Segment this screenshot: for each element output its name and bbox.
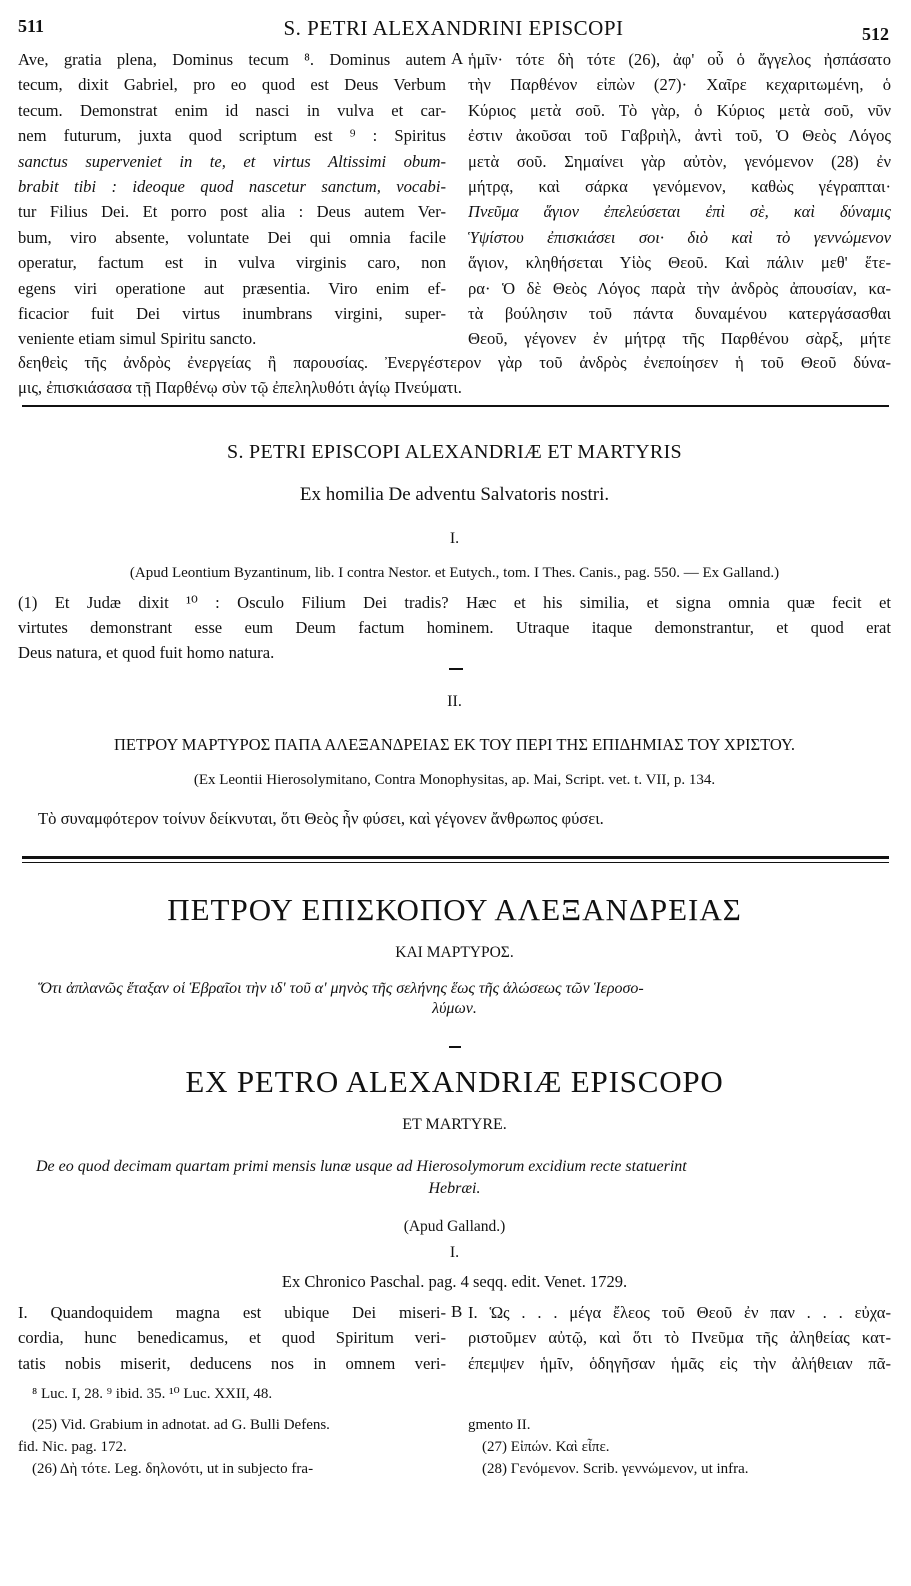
latin-line: Ave, gratia plena, Dominus tecum ⁸. Dominus autem <box>18 50 446 69</box>
scripture-references <box>32 1383 891 1405</box>
latin-line: nem futurum, juxta quod scriptum est ⁹ : Spiritus <box>18 126 446 146</box>
footnote-line: (26) Δὴ τότε. Leg. δηλονότι, ut in subjecto fra- <box>32 1461 314 1477</box>
footnote-line: gmento II. <box>468 1417 531 1433</box>
scripture-references-line: ⁸ Luc. I, 28. ⁹ ibid. 35. ¹⁰ Luc. XXII, 48. <box>32 1386 273 1402</box>
section1-body-line: Deus natura, et quod fuit homo natura. <box>18 643 275 662</box>
page-number-left: 511 <box>18 16 45 36</box>
bottom-greek-line: ριστοῦμεν αὐτῷ, καὶ ὅτι τὸ Πνεῦμα τῆς ἀληθείας κατ- <box>468 1328 891 1348</box>
footnotes-block <box>18 1414 891 1494</box>
greek-full-width-block <box>18 350 891 400</box>
section2-latin-desc-1: De eo quod decimam quartam primi mensis lunæ usque ad Hierosolymorum excidium recte statuerint <box>36 1158 687 1175</box>
running-title: S. PETRI ALEXANDRINI EPISCOPI <box>283 16 624 40</box>
double-rule-bottom <box>22 862 889 863</box>
section2-latin-sub: ET MARTYRE. <box>402 1116 507 1133</box>
greek-full-line: μις, ἐπισκιάσασα τῇ Παρθένῳ σὺν τῷ ἐπεληλυθότι ἁγίῳ Πνεύματι. <box>18 378 462 397</box>
running-head <box>18 14 889 44</box>
section2-greek-desc-2: λύμων. <box>432 1000 477 1017</box>
greek-line: μήτρᾳ, καὶ σάρκα γενόμενον, καθὼς γέγραπται· <box>468 176 891 196</box>
page-number-right: 512 <box>862 24 889 44</box>
footnote-line: (28) Γενόμενον. Scrib. γεννώμενον, ut infra. <box>482 1461 749 1477</box>
margin-letter-a: A <box>451 49 464 68</box>
latin-line: ficacior fuit Dei virtus inumbrans virgini, super- <box>18 303 446 323</box>
section1-numeral-2: II. <box>447 693 462 710</box>
greek-line: ἐστιν ἀκοῦσαι τοῦ Γαβριὴλ, ἀντὶ τοῦ, Ὁ Θεὸς Λόγος <box>468 126 891 146</box>
footnote-line: (25) Vid. Grabium in adnotat. ad G. Bulli Defens. <box>32 1417 330 1433</box>
double-rule-top <box>22 856 889 859</box>
latin-line: veniente etiam simul Spiritu sancto. <box>18 329 257 349</box>
greek-line: ἡμῖν· τότε δὴ τότε (26), ἀφ' οὗ ὁ ἄγγελος ἠσπάσατο <box>468 50 891 69</box>
footnote-line: (27) Εἰπών. Καὶ εἶπε. <box>482 1439 610 1455</box>
section1-greek-body <box>18 806 891 831</box>
section1-body-line: virtutes demonstrant esse eum Deum factum hominem. Utraque itaque demonstrantur, et quod erat <box>18 618 891 637</box>
latin-line: sanctus superveniet in te, et virtus Altissimi obum- <box>18 151 446 171</box>
section2-latin-desc-2: Hebræi. <box>428 1180 481 1197</box>
section1-subtitle: Ex homilia De adventu Salvatoris nostri. <box>299 484 610 505</box>
section1-body-line: (1) Et Judæ dixit ¹⁰ : Osculo Filium Dei tradis? Hæc et his similia, et signa omnia quæ fecit et <box>18 593 891 612</box>
bottom-latin-line: tatis nobis miserit, deducens nos in omnem veri- <box>18 1353 446 1373</box>
greek-line: μετὰ σοῦ. Σημαίνει γὰρ αὐτὸν, γενόμενον (28) ἐν <box>468 151 891 171</box>
section1-source-2: (Ex Leontii Hierosolymitano, Contra Monophysitas, ap. Mai, Script. vet. t. VII, p. 134. <box>193 772 716 788</box>
latin-line: egens viri operatione aut præsentia. Viro enim ef- <box>18 278 446 298</box>
separator-dash-2 <box>449 1046 461 1048</box>
latin-line: bum, viro absente, voluntate Dei qui omnia facile <box>18 227 446 247</box>
section2-greek-title: ΠΕΤΡΟΥ ΕΠΙΣΚΟΠΟΥ ΑΛΕΞΑΝΔΡΕΙΑΣ <box>167 892 742 927</box>
section1-greek-title: ΠΕΤΡΟΥ ΜΑΡΤΥΡΟΣ ΠΑΠΑ ΑΛΕΞΑΝΔΡΕΙΑΣ ΕΚ ΤΟΥ ΠΕΡΙ ΤΗΣ ΕΠΙΔΗΜΙΑΣ ΤΟΥ ΧΡΙΣΤΟΥ. <box>114 735 795 754</box>
bottom-latin-line: cordia, hunc benedicamus, et quod Spiritum veri- <box>18 1328 446 1348</box>
latin-column <box>18 47 446 352</box>
section2-greek-sub: ΚΑΙ ΜΑΡΤΥΡΟΣ. <box>395 944 514 961</box>
bottom-greek-line: I. Ὡς . . . μέγα ἔλεος τοῦ Θεοῦ ἐν παν . . . εὐχα- <box>468 1303 891 1322</box>
section1-title: S. PETRI EPISCOPI ALEXANDRIÆ ET MARTYRIS <box>227 441 682 463</box>
footnotes-right <box>468 1414 891 1480</box>
greek-column <box>468 47 891 352</box>
footnote-line: fid. Nic. pag. 172. <box>18 1439 127 1455</box>
section2-numeral: I. <box>449 1244 460 1261</box>
latin-line: tur Filius Dei. Et porro post alia : Deus autem Ver- <box>18 202 446 222</box>
section2-chronicon: Ex Chronico Paschal. pag. 4 seqq. edit. Venet. 1729. <box>281 1272 628 1291</box>
top-two-column-block <box>18 47 891 357</box>
section2-apud: (Apud Galland.) <box>403 1218 506 1235</box>
greek-full-line: δεηθεὶς τῆς ἀνδρὸς ἐνεργείας ἢ παρουσίας. Ἐνεργέστερον γὰρ τοῦ ἀνδρὸς ἐνεποίησεν ἡ τοῦ Θεοῦ δύνα- <box>18 353 891 372</box>
latin-line: tecum. Demonstrat enim id nasci in vulva et car- <box>18 100 446 120</box>
footnotes-left <box>18 1414 446 1480</box>
section1-body <box>18 590 891 665</box>
section1-greek-body-line: Τὸ συναμφότερον τοίνυν δείκνυται, ὅτι Θεὸς ἦν φύσει, καὶ γέγονεν ἄνθρωπος φύσει. <box>38 809 604 828</box>
bottom-latin-line: I. Quandoquidem magna est ubique Dei miseri- <box>18 1303 446 1322</box>
greek-line: ἅγιον, κληθήσεται Υἱὸς Θεοῦ. Καὶ πάλιν μεθ' ἕτε- <box>468 253 891 273</box>
separator-dash <box>449 668 463 670</box>
latin-line: operatur, factum est in vulva virginis caro, non <box>18 253 446 273</box>
greek-line: Πνεῦμα ἅγιον ἐπελεύσεται ἐπὶ σὲ, καὶ δύναμις <box>468 202 891 222</box>
greek-line: τὴν Παρθένον εἰπὼν (27)· Χαῖρε κεχαριτωμένη, ὁ <box>468 75 891 95</box>
latin-line: tecum, dixit Gabriel, pro eo quod est Deus Verbum <box>18 75 446 95</box>
bottom-two-column-block <box>18 1300 891 1380</box>
greek-line: τὰ βούλησιν τοῦ πάντα δυναμένου κατεργάσασθαι <box>468 303 891 323</box>
bottom-greek-line: έπεμψεν ἡμῖν, ὁδηγῆσαν ἡμᾶς εἰς τὴν ἀλήθειαν πᾶ- <box>468 1353 891 1373</box>
greek-line: ρα· Ὁ δὲ Θεὸς Λόγος παρὰ τὴν ἀνδρὸς ἀπουσίαν, κα- <box>468 278 891 298</box>
greek-line: Ὑψίστου ἐπισκιάσει σοι· διὸ καὶ τὸ γεννώμενον <box>468 227 891 247</box>
section2-latin-title: EX PETRO ALEXANDRIÆ EPISCOPO <box>185 1064 724 1099</box>
section-rule <box>22 405 889 407</box>
greek-line: Θεοῦ, γέγονεν ἐν μήτρᾳ τῆς Παρθένου σὰρξ, μήτε <box>468 329 891 349</box>
margin-letter-b: B <box>451 1302 463 1321</box>
greek-line: Κύριος μετὰ σοῦ. Τὸ γὰρ, ὁ Κύριος μετὰ σοῦ, νῦν <box>468 100 891 120</box>
latin-line: brabit tibi : ideoque quod nascetur sanctum, vocabi- <box>18 176 446 196</box>
bottom-greek-column <box>468 1300 891 1376</box>
bottom-latin-column <box>18 1300 446 1376</box>
section1-source: (Apud Leontium Byzantinum, lib. I contra Nestor. et Eutych., tom. I Thes. Canis., pag. 550. — Ex Galland.) <box>129 565 780 581</box>
section2-greek-desc-1: Ὅτι ἀπλανῶς ἔταξαν οἱ Ἑβραῖοι τὴν ιδ' τοῦ α' μηνὸς τῆς σελήνης ἕως τῆς ἁλώσεως τῶν Ἱεροσο- <box>38 980 644 997</box>
section1-numeral: I. <box>449 530 460 547</box>
